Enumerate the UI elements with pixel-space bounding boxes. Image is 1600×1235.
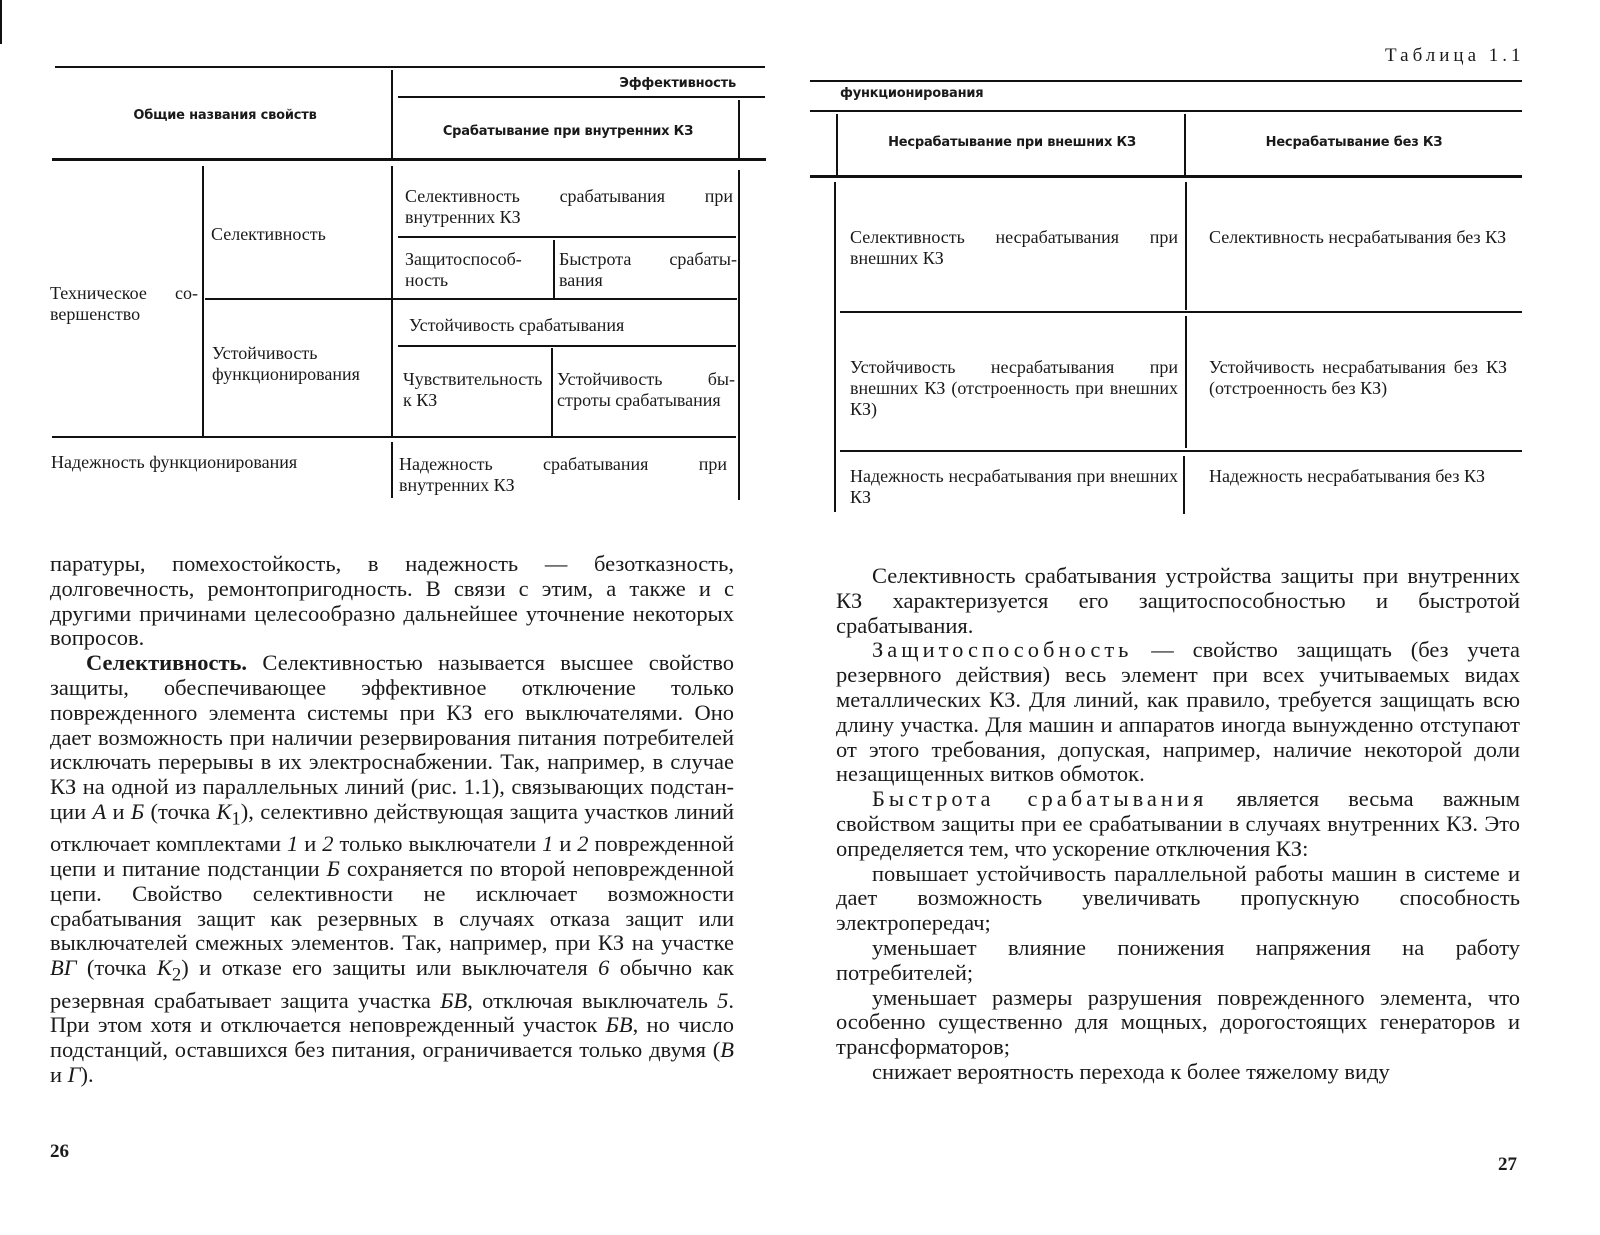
- cell-reliability-internal: Надежность срабатывания при внутренних КЗ: [399, 454, 727, 495]
- cell-rel-none: Надежность несрабатывания без КЗ: [1209, 466, 1485, 486]
- paragraph-protectability: Защитоспособность — свойство защищать (без учета резервного действия) весь элемент при всех учитываемых видах металлических КЗ. Для линий, как правило, требуется защищать всю длину участка. Для машин и аппаратов иногда вынужденно отступают от этого требования, допуская, например, наличие некоторой доли незащищенных витков обмоток.: [836, 637, 1520, 787]
- cell-protectability: Защитоспособность: [405, 249, 522, 290]
- col-header-general: Общие названия свойств: [133, 108, 317, 123]
- term-speed: Быстрота срабатывания: [872, 786, 1208, 812]
- cell-sel-none: Селективность несрабатывания без КЗ: [1209, 227, 1507, 247]
- cell-stab-external: Устойчивость несрабатывания при внешних КЗ (отстроенность при внешних КЗ): [850, 357, 1178, 419]
- list-item: уменьшает размеры разрушения поврежденного элемента, что особенно существенно для мощных, дорогостоящих генераторов и трансформаторов;: [836, 984, 1520, 1060]
- cell-rel-external: Надежность несрабатывания при внешних КЗ: [850, 466, 1178, 507]
- header-internal: Срабатывание при внутренних КЗ: [442, 124, 694, 139]
- left-body-text: [50, 552, 734, 1088]
- cell-speed-stability: Устойчивость быстроты срабатывания: [557, 369, 735, 410]
- cell-speed: Быстрота срабатывания: [559, 249, 737, 290]
- page-number-left: 26: [50, 1141, 69, 1162]
- header-external: Несрабатывание при внешних КЗ: [888, 135, 1136, 150]
- header-functioning: функционирования: [840, 86, 984, 101]
- paragraph: паратуры, помехостойкость, в надежность — безотказность, долговечность, ремонтопригодность. В связи с этим, а также и с другими причинами целесообразно дальнейшее уточнение некоторых вопросов.: [50, 551, 734, 651]
- list-item: повышает устойчивость параллельной работы машин в системе и дает возможность увеличивать пропускную способность электропередач;: [836, 860, 1520, 936]
- list-item: снижает вероятность перехода к более тяжелому виду: [872, 1058, 1390, 1084]
- cell-sel-external: Селективность несрабатывания при внешних КЗ: [850, 227, 1178, 268]
- term-protectability: Защитоспособность: [872, 637, 1133, 663]
- header-no-short: Несрабатывание без КЗ: [1265, 135, 1443, 150]
- paragraph-speed: Быстрота срабатывания является весьма важным свойством защиты при ее срабатывании в случаях внутренних КЗ. Это определяется тем, что ускорение отключения КЗ:: [836, 786, 1520, 861]
- page-number-right: 27: [1498, 1154, 1517, 1175]
- cell-tech-perfection: Техническое совершенство: [50, 283, 198, 324]
- table-top-rule: [55, 66, 765, 68]
- header-bottom-rule: [52, 158, 766, 161]
- cell-stability-func: Устойчивость функционирования: [212, 343, 360, 384]
- cell-sensitivity: Чувствительность к КЗ: [403, 369, 543, 410]
- cell-reliability-func: Надежность функционирования: [51, 452, 298, 472]
- cell-sel-internal: Селективность срабатывания при внутренних КЗ: [405, 186, 733, 227]
- right-page: [800, 0, 1600, 1235]
- term-selectivity: Селективность.: [86, 650, 248, 676]
- list-item: уменьшает влияние понижения напряжения на работу потребителей;: [836, 934, 1520, 985]
- cell-stab-none: Устойчивость несрабатывания без КЗ (отстроенность без КЗ): [1209, 357, 1507, 398]
- paragraph-selectivity: Селективность. Селективностью называется высшее свойство защиты, обеспечивающее эффективное отключение только поврежденного элемента системы при КЗ его выключателями. Оно дает возможность при наличии резервирования питания потребителей исключать перерывы в их электроснабжении. Так, например, в случае КЗ на одной из параллельных линий (рис. 1.1), связывающих подстанции А и Б (точка $K_1$), селективно действующая защита участков линий отключает комплектами 1 и 2 только выключатели 1 и 2 поврежденной цепи и питание подстанции Б сохраняется по второй неповрежденной цепи. Свойство селективности не исключает возможности срабатывания защит как резервных в случаях отказа защит или выключателей смежных элементов. Так, например, при КЗ на участке ВГ (точка $K_2$) и отказе его защиты или выключателя 6 обычно как резервная срабатывает защита участка БВ, отключая выключатель 5. При этом хотя и отключается неповрежденный участок БВ, но число подстанций, оставшихся без питания, ограничивается только двумя (В и Г).: [50, 650, 735, 1087]
- table-title: Таблица 1.1: [1385, 45, 1525, 66]
- right-body-text: [836, 564, 1520, 1085]
- cell-selectivity: Селективность: [211, 224, 326, 244]
- paragraph: Селективность срабатывания устройства защиты при внутренних КЗ характеризуется его защитоспособностью и быстротой срабатывания.: [836, 563, 1520, 638]
- cell-stability-operation: Устойчивость срабатывания: [409, 315, 625, 335]
- header-effectiveness: Эффективность: [619, 76, 736, 91]
